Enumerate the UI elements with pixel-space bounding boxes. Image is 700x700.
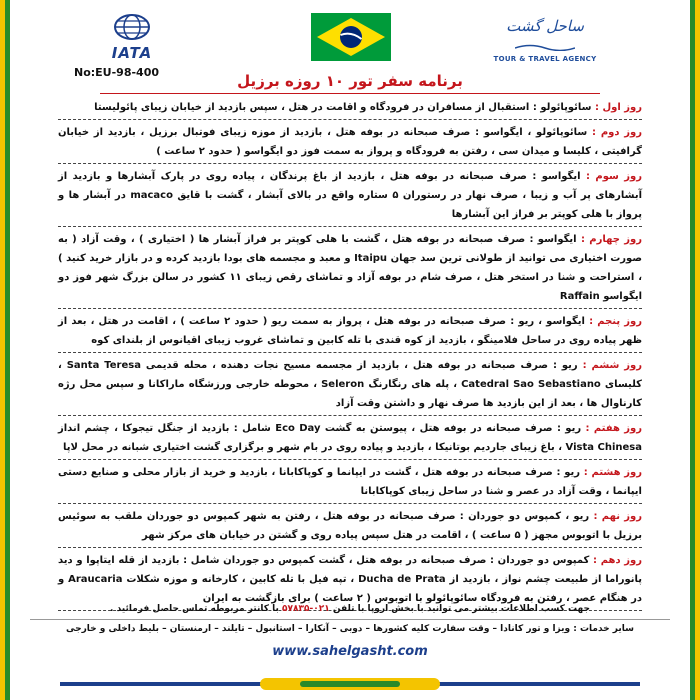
itinerary-day	[58, 551, 642, 611]
day-label: روز هشتم :	[583, 467, 643, 478]
website-link[interactable]: www.sahelgasht.com	[272, 644, 428, 659]
phone-number[interactable]: ۰۲۱-۵۷۸۳۵	[282, 604, 330, 614]
day-text: ریو : صرف صبحانه در بوفه هتل ، بازدید از مجسمه مسیح نجات دهنده ، محله قدیمی Santa Teresa ، کلیسای Catedral Sao Sebastiano ، پله های رنگارنگ Seleron ، محوطه خارجی ورزشگاه ماراکانا و سپس محل رژه کارناوال ها ، بعد از این بازدید ها صرف نهار و داشتن وقت آزاد	[58, 360, 642, 409]
itinerary-day	[58, 356, 642, 416]
day-label: روز هفتم :	[585, 423, 642, 434]
brazil-flag-icon	[311, 13, 391, 61]
agency-name: ساحل گشت	[506, 17, 584, 35]
border-stripe-left	[0, 0, 10, 700]
day-label: روز دهم :	[593, 555, 642, 566]
day-text: ایگواسو ، ریو : صرف صبحانه در بوفه هتل ، پرواز به سمت ریو ( حدود ۲ ساعت ) ، اقامت در هتل ، بعد از ظهر پیاده روی در ساحل فلامینگو ، بازدید از کوه قندی با تله کابین و تماشای غروب زیبای اقیانوس از بلندای کوه	[58, 316, 642, 346]
iata-logo	[96, 14, 168, 60]
wave-icon	[515, 43, 575, 51]
contact-note	[58, 604, 642, 614]
agency-logo	[490, 16, 600, 62]
day-label: روز چهارم :	[580, 234, 643, 245]
day-text: سائوپائولو ، ایگواسو : صرف صبحانه در بوفه هتل ، بازدید از موزه زیبای فوتبال برزیل ، بازدید از خیابان گرافیتی ، کلیسا و میدان سی ، رفتن به فرودگاه و پرواز به سمت فوز دو ایگواسو ( حدود ۲ ساعت )	[58, 127, 642, 157]
day-text: ریو : صرف صبحانه در بوفه هتل ، گشت در ایپانما و کوپاکابانا ، بازدید و خرید از بازار محلی و صنایع دستی ایپانما ، وقت آزاد در عصر و شنا در ساحل زیبای کوپاکابانا	[58, 467, 642, 497]
iata-text: IATA	[111, 44, 153, 62]
header	[14, 8, 686, 79]
contact-note-after: با کانتر مربوطه تماس حاصل فرمائید .	[110, 604, 279, 614]
day-label: روز نهم :	[593, 511, 642, 522]
itinerary-day	[58, 230, 642, 309]
day-label: روز ششم :	[582, 360, 643, 371]
itinerary-day	[58, 123, 642, 164]
border-stripe-right	[690, 0, 700, 700]
day-label: روز دوم :	[592, 127, 643, 138]
footer-decoration-icon	[60, 676, 640, 692]
day-label: روز سوم :	[585, 171, 642, 182]
itinerary-list	[58, 98, 642, 614]
day-text: ریو ، کمپوس دو جوردان : صرف صبحانه در بوفه هتل ، رفتن به شهر کمپوس دو جوردان ملقب به سوئیس برزیل با اتوبوس مجهز ( ۵ ساعت ) ، اقامت در هتل سپس پیاده روی و گشتن در خیابان های مرکز شهر	[58, 511, 642, 541]
day-label: روز پنجم :	[589, 316, 643, 327]
day-text: ریو : صرف صبحانه در بوفه هتل ، پیوستن به گشت Eco Day شامل : بازدید از جنگل تیجوکا ، چشم انداز Vista Chinesa ، باغ زیبای جاردیم بوتانیکا ، بازدید و پیاده روی در بام شهر و برگزاری گشت اختیاری شبانه در محل لاپا	[58, 423, 642, 453]
globe-icon	[112, 14, 152, 40]
day-text: کمپوس دو جوردان : صرف صبحانه در بوفه هتل ، گشت کمپوس دو جوردان شامل : بازدید از قله ایتاپوا و دید پانوراما از طبیعت چشم نواز ، بازدید از Ducha de Prata ، تپه فیل با تله کابین ، کارخانه و موزه شکلات Araucaria و در هنگام عصر ، رفتن به فرودگاه سائوپائولو با اتوبوس ( ۲ ساعت ) برای بازگشت به ایران	[58, 555, 642, 604]
agency-subtitle: TOUR & TRAVEL AGENCY	[493, 55, 597, 63]
itinerary-day	[58, 98, 642, 120]
day-text: سائوپائولو : استقبال از مسافران در فرودگاه و اقامت در هتل ، سپس بازدید از خیابان زیبای پائولیستا	[94, 102, 592, 113]
title-divider	[100, 93, 600, 94]
itinerary-day	[58, 507, 642, 548]
itinerary-day	[58, 419, 642, 460]
itinerary-day	[58, 312, 642, 353]
day-text: ایگواسو : صرف صبحانه در بوفه هتل ، گشت با هلی کوپتر بر فراز آبشار ها ( اختیاری ) ، وقت آزاد ( به صورت اختیاری می توانید از طولانی ترین سد جهان Itaipu و معبد و مجسمه های بودا بازدید کرده و در بازار خرید کنید ) ، استراحت و شنا در استخر هتل ، صرف شام در بوفه آزاد و تماشای رقص زیبای ۱۱ کشور در سالن بزرگ شهر فوز دو ایگواسو Raffain	[58, 234, 643, 302]
day-label: روز اول :	[594, 102, 642, 113]
day-text: ایگواسو : صرف صبحانه در بوفه هتل ، بازدید از باغ پرندگان ، پیاده روی در پارک آبشارها و بازدید از آبشارهای پر آب و زیبا ، صرف نهار در رستوران ۵ ستاره واقع در بالای آبشار ، گشت با قایق macaco در آبشار ها و پرواز با هلی کوپتر بر فراز این آبشارها	[58, 171, 643, 220]
itinerary-day	[58, 463, 642, 504]
services-list: سایر خدمات : ویزا و تور کانادا – وقت سفارت کلیه کشورها – دوبی – آنکارا – استانبول – تایلند – ارمنستان – بلیط داخلی و خارجی	[66, 624, 634, 634]
footer-divider	[30, 619, 670, 620]
itinerary-day	[58, 167, 642, 227]
tour-code: No:EU-98-400	[74, 66, 160, 79]
page-title: برنامه سفر تور ۱۰ روزه برزیل	[237, 72, 463, 90]
contact-note-before: جهت کسب اطلاعات بیشتر می توانید با بخش اروپا با تلفن	[332, 604, 590, 614]
